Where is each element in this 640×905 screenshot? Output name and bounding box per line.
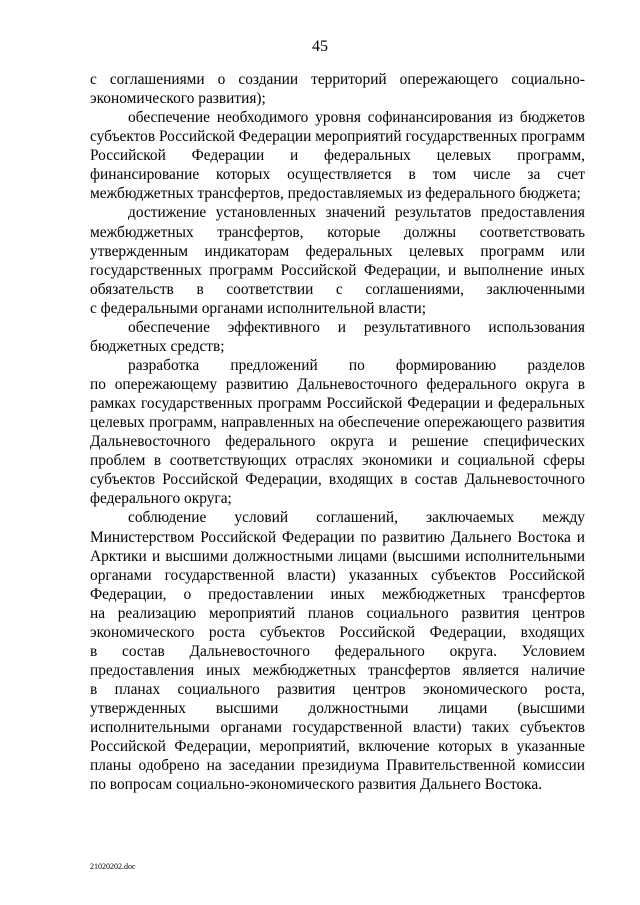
text-line: целевых программ, направленных на обеспечение опережающего развития (90, 414, 585, 432)
text-line: на реализацию мероприятий планов социального развития центров (90, 604, 585, 622)
text-line: обеспечение необходимого уровня софинансирования из бюджетов (128, 109, 585, 127)
text-line: по опережающему развитию Дальневосточного федерального округа в (90, 376, 585, 393)
text-line: органами государственной власти) указанных субъектов Российской (90, 566, 585, 584)
text-line: Российской Федерации, мероприятий, включение которых в указанные (90, 738, 585, 756)
text-line: межбюджетных трансфертов, которые должны соответствовать (90, 223, 585, 241)
text-line: Арктики и высшими должностными лицами (высшими исполнительными (90, 547, 585, 565)
text-line: финансирование которых осуществляется в том числе за счет (90, 166, 585, 184)
text-line: разработка предложений по формированию разделов (128, 356, 585, 374)
text-line: с соглашениями о создании территорий опережающего социально- (90, 71, 585, 88)
text-line: по вопросам социально-экономического развития Дальнего Востока. (90, 776, 543, 794)
text-line: предоставления иных межбюджетных трансфертов является наличие (90, 661, 585, 679)
text-line: федерального округа; (90, 490, 232, 508)
text-line: межбюджетных трансфертов, предоставляемых из федерального бюджета; (90, 185, 581, 203)
text-line: бюджетных средств; (90, 337, 225, 355)
page-number: 45 (312, 38, 328, 55)
body-text (90, 70, 585, 794)
text-line: в планах социального развития центров экономического роста, (90, 681, 585, 698)
text-line: обязательств в соответствии с соглашениями, заключенными (90, 280, 585, 298)
text-line: проблем в соответствующих отраслях экономики и социальной сферы (90, 452, 585, 470)
text-line: утвержденным индикаторам федеральных целевых программ или (90, 242, 585, 260)
text-line: субъектов Российской Федерации, входящих в состав Дальневосточного (90, 471, 585, 489)
text-line: Министерством Российской Федерации по развитию Дальнего Востока и (90, 528, 585, 546)
text-line: экономического развития); (90, 90, 266, 108)
text-line: Российской Федерации и федеральных целевых программ, (90, 147, 585, 165)
text-line: достижение установленных значений результатов предоставления (128, 204, 585, 222)
text-line: экономического роста субъектов Российской Федерации, входящих (90, 623, 585, 641)
text-line: обеспечение эффективного и результативного использования (128, 318, 585, 336)
file-name-footer: 21020202.doc (90, 862, 136, 871)
text-line: Федерации, о предоставлении иных межбюджетных трансфертов (90, 585, 585, 603)
text-line: рамках государственных программ Российской Федерации и федеральных (90, 395, 585, 413)
text-line: планы одобрено на заседании президиума Правительственной комиссии (90, 757, 585, 775)
text-line: соблюдение условий соглашений, заключаемых между (128, 509, 585, 527)
text-line: утвержденных высшими должностными лицами (высшими (90, 700, 585, 718)
text-line: государственных программ Российской Федерации, и выполнение иных (90, 261, 585, 279)
text-line: субъектов Российской Федерации мероприятий государственных программ (90, 128, 585, 146)
text-line: в состав Дальневосточного федерального округа. Условием (90, 642, 585, 660)
text-line: исполнительными органами государственной власти) таких субъектов (90, 719, 585, 737)
text-line: с федеральными органами исполнительной власти; (90, 299, 426, 317)
text-line: Дальневосточного федерального округа и решение специфических (90, 433, 585, 451)
